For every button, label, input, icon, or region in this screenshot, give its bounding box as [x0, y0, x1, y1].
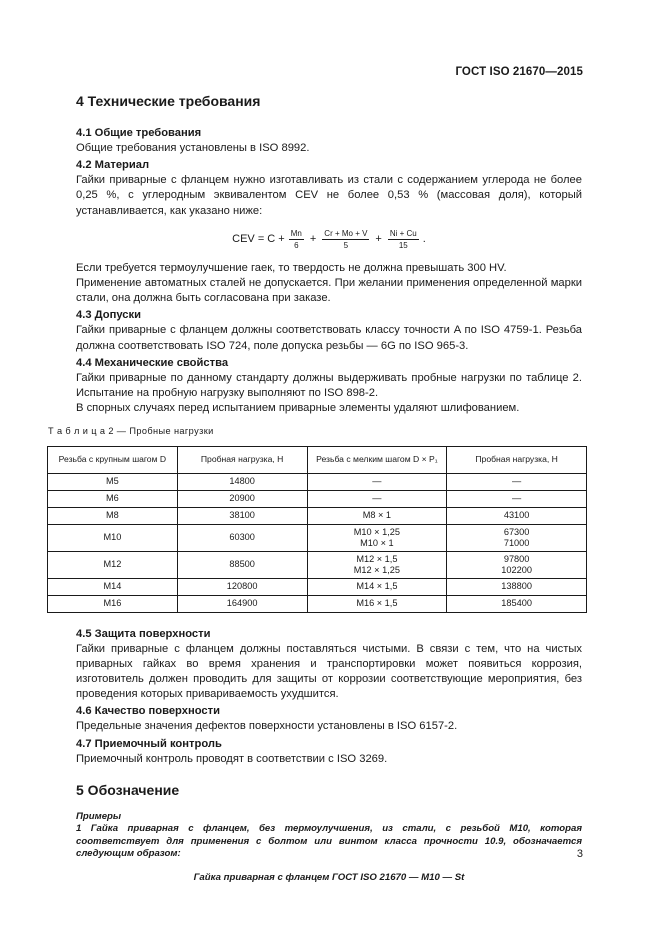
section-4-4-text-2: В спорных случаях перед испытанием приварные элементы удаляют шлифованием. — [76, 402, 520, 415]
cev-formula — [76, 225, 582, 255]
table-cell: — — [447, 473, 587, 490]
table-cell: — — [307, 473, 447, 490]
standard-header: ГОСТ ISO 21670—2015 — [455, 66, 583, 78]
section-4-2-text-3: Применение автоматных сталей не допускается. При желании применения определенной марки стали, она должна быть согласована при заказе. — [76, 277, 582, 305]
table-cell: 60300 — [177, 524, 307, 551]
section-4-2-text-2: Если требуется термоулучшение гаек, то твердость не должна превышать 300 HV. — [76, 261, 507, 274]
formula-denominator: 6 — [294, 241, 299, 251]
table-row — [48, 490, 587, 507]
formula-plus: + — [309, 233, 317, 246]
table-cell: M10 — [48, 524, 178, 551]
page-content — [48, 92, 582, 886]
table-header-cell: Пробная нагрузка, Н — [177, 446, 307, 473]
formula-numerator: Ni + Cu — [389, 229, 417, 239]
section-4-1-title: 4.1 Общие требования — [76, 127, 202, 139]
table-cell: 20900 — [177, 490, 307, 507]
table-cell: 43100 — [447, 507, 587, 524]
formula-end: . — [422, 233, 426, 246]
table-cell: M16 — [48, 595, 178, 612]
table-cell — [447, 524, 587, 551]
section-4-5-text: Гайки приварные с фланцем должны поставляться чистыми. В связи с тем, что на чистых приварных гайках во время хранения и транспортировки может появиться коррозия, изготовитель должен проводить для защиты от коррозии соответствующие мероприятия, без проведения которых привариваемость ухудшится. — [76, 642, 582, 701]
table-row — [48, 524, 587, 551]
section-4-1-text: Общие требования установлены в ISO 8992. — [76, 142, 310, 154]
section-4-3-title: 4.3 Допуски — [76, 309, 141, 322]
cell-line: M10 × 1,25 — [353, 526, 400, 537]
section-4-2-title: 4.2 Материал — [76, 159, 150, 172]
table-cell: M12 — [48, 551, 178, 578]
table-caption: Т а б л и ц а 2 — Пробные нагрузки — [48, 426, 214, 437]
table-header-row — [48, 446, 587, 473]
section-4-6-text: Предельные значения дефектов поверхности установлены в ISO 6157-2. — [76, 720, 458, 733]
section-4-3-text: Гайки приварные с фланцем должны соответствовать классу точности A по ISO 4759-1. Резьба должна соответствовать ISO 724, поле допуска резьбы — 6G по ISO 965-3. — [76, 324, 582, 352]
formula-fraction-nicu — [388, 228, 419, 251]
cell-line: 71000 — [503, 537, 530, 548]
examples-label: Примеры — [76, 810, 122, 822]
table-cell: 138800 — [447, 578, 587, 595]
table-cell: 38100 — [177, 507, 307, 524]
formula-fraction-crmov — [322, 228, 369, 251]
cell-line: 97800 — [503, 553, 530, 564]
table-cell: 120800 — [177, 578, 307, 595]
formula-denominator: 5 — [343, 241, 349, 251]
page-number: 3 — [576, 848, 583, 860]
section-5-title: 5 Обозначение — [76, 781, 180, 798]
table-cell: M8 — [48, 507, 178, 524]
table-cell — [307, 551, 447, 578]
cell-line: 67300 — [503, 526, 530, 537]
table-row — [48, 595, 587, 612]
section-4-5-title: 4.5 Защита поверхности — [76, 627, 211, 640]
section-4-title: 4 Технические требования — [76, 93, 261, 109]
table-cell: — — [447, 490, 587, 507]
table-header-cell: Пробная нагрузка, Н — [447, 446, 587, 473]
table-cell — [307, 524, 447, 551]
designation-example: Гайка приварная с фланцем ГОСТ ISO 21670 — M10 — St — [193, 872, 465, 884]
table-cell: M16 × 1,5 — [307, 595, 447, 612]
table-cell: 88500 — [177, 551, 307, 578]
example-1-text: 1 Гайка приварная с фланцем, без термоулучшения, из стали, с резьбой M10, которая соответствует для применения с болтом или винтом класса прочности 10.9, обозначается следующим образом: — [76, 823, 582, 860]
table-header-cell: Резьба с мелким шагом D × P₁ — [307, 446, 447, 473]
table-cell: M8 × 1 — [307, 507, 447, 524]
table-row — [48, 578, 587, 595]
table-cell: 164900 — [177, 595, 307, 612]
table-cell: M14 × 1,5 — [307, 578, 447, 595]
table-row — [48, 551, 587, 578]
section-4-6-title: 4.6 Качество поверхности — [76, 705, 220, 718]
cell-line: M12 × 1,25 — [353, 564, 400, 575]
cell-line: 102200 — [501, 564, 532, 575]
cell-line: M10 × 1 — [360, 537, 394, 548]
table-cell: M6 — [48, 490, 178, 507]
table-cell: — — [307, 490, 447, 507]
formula-plus: + — [375, 233, 382, 246]
table-cell: 14800 — [177, 473, 307, 490]
formula-denominator: 15 — [398, 241, 408, 251]
table-row — [48, 507, 587, 524]
cell-line: M12 × 1,5 — [356, 553, 398, 564]
table-header-cell: Резьба с крупным шагом D — [48, 446, 178, 473]
formula-numerator: Cr + Mo + V — [324, 229, 368, 239]
section-4-4-text-1: Гайки приварные по данному стандарту должны выдерживать пробные нагрузки по таблице 2. Испытание на пробную нагрузку выполняют по ISO 898-2. — [76, 371, 582, 400]
table-row — [48, 473, 587, 490]
table-cell: 185400 — [447, 595, 587, 612]
section-4-7-title: 4.7 Приемочный контроль — [76, 737, 222, 750]
section-4-4-title: 4.4 Механические свойства — [76, 356, 229, 369]
section-4-2-text-1: Гайки приварные с фланцем нужно изготавливать из стали с содержанием углерода не более 0,25 %, с углеродным эквивалентом CEV не более 0,53 % (массовая доля), который устанавливается, как указано ниже: — [76, 174, 582, 217]
formula-numerator: Mn — [290, 229, 302, 239]
table-cell — [447, 551, 587, 578]
proof-load-table — [47, 446, 587, 613]
table-cell: M5 — [48, 473, 178, 490]
formula-fraction-mn — [289, 228, 304, 251]
formula-lhs: CEV = C + — [232, 233, 285, 246]
table-cell: M14 — [48, 578, 178, 595]
section-4-7-text: Приемочный контроль проводят в соответствии с ISO 3269. — [76, 752, 388, 765]
